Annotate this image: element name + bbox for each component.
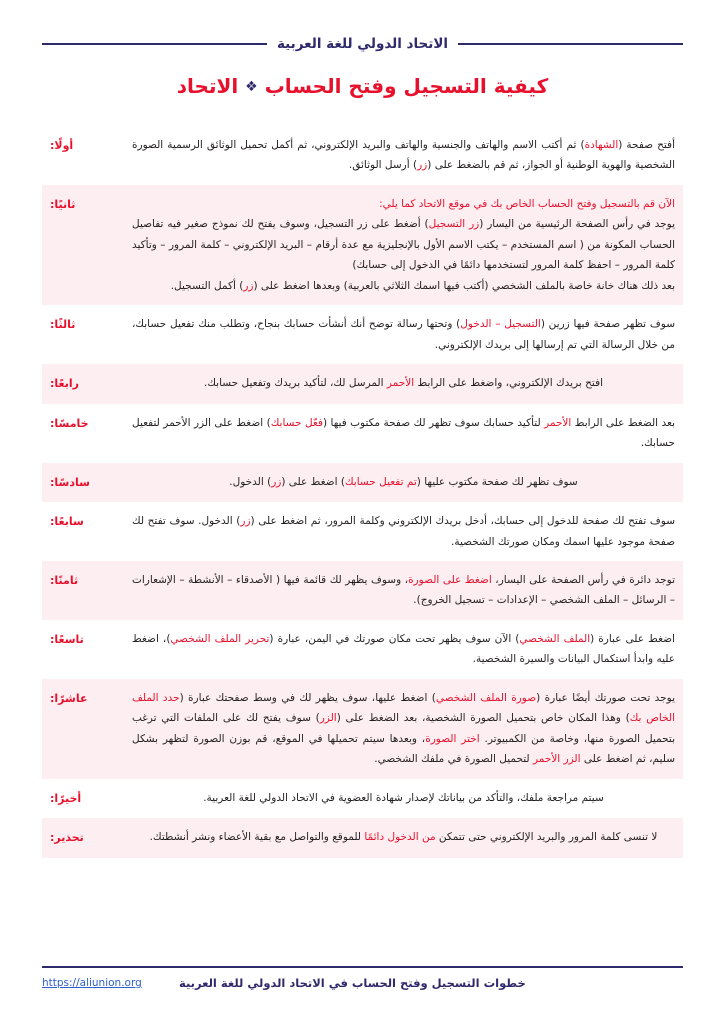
plain-text: ) اضغط عليها، سوف يظهر لك في وسط صفحتك عبارة ( bbox=[179, 691, 436, 704]
step-text bbox=[116, 561, 683, 620]
step-label: رابعًا: bbox=[42, 364, 116, 403]
plain-text: بعد الضغط على الرابط bbox=[571, 416, 676, 429]
page-title bbox=[42, 74, 683, 98]
plain-text: يوجد في رأس الصفحة الرئيسية من اليسار ( bbox=[479, 218, 676, 231]
step-label: تاسعًا: bbox=[50, 632, 84, 646]
step-text bbox=[116, 126, 683, 185]
highlighted-text: التسجيل – الدخول bbox=[460, 318, 541, 331]
highlighted-text: زر التسجيل bbox=[428, 218, 480, 231]
highlighted-text: تحرير الملف الشخصي bbox=[170, 632, 270, 645]
step-row bbox=[42, 404, 683, 463]
footer-title: خطوات التسجيل وفتح الحساب في الاتحاد الدولي للغة العربية bbox=[178, 976, 526, 990]
plain-text: يوجد تحت صورتك أيضًا عبارة ( bbox=[536, 691, 675, 704]
step-label: عاشرًا: bbox=[42, 679, 116, 779]
plain-text: ) أرسل الوثائق. bbox=[348, 159, 418, 172]
step-text bbox=[116, 620, 683, 679]
plain-text: بعد ذلك هناك خانة خاصة بالملف الشخصي (أكتب فيها اسمك الثلاثي بالعربية) وبعدها اضغط على ( bbox=[253, 279, 675, 292]
highlighted-text: تم تفعيل حسابك bbox=[344, 475, 417, 488]
plain-text: ) أكمل التسجيل. bbox=[170, 279, 244, 292]
highlighted-text: الملف الشخصي bbox=[519, 632, 591, 645]
plain-text: )، اضغط عليه وابدأ استكمال البيانات والسيرة الشخصية. bbox=[132, 632, 675, 666]
highlighted-text: اضغط على الصورة bbox=[408, 573, 492, 586]
step-label: ثامنًا: bbox=[42, 561, 116, 620]
step-text bbox=[116, 364, 683, 403]
steps-table bbox=[42, 126, 683, 858]
highlighted-text: زر bbox=[243, 279, 254, 292]
plain-text: ) أضغط على زر التسجيل، وسوف يفتح لك نموذج صغير فيه تفاصيل الحساب المكونة من ( اسم المستخدم – يكتب الاسم الأول بالإنجليزية مع عدة أرقام – البريد الإلكتروني – كلمة المرور – وتأكيد كلمة المرور – احفظ كلمة المرور لتستخدمها دائمًا في الدخول إلى حسابك) bbox=[132, 218, 675, 272]
plain-text: اضغط على عبارة ( bbox=[590, 632, 675, 645]
document-header bbox=[42, 0, 683, 52]
footer-row bbox=[42, 976, 683, 990]
header-rule-left bbox=[42, 43, 267, 45]
highlighted-text: صورة الملف الشخصي bbox=[435, 691, 537, 704]
step-text bbox=[116, 404, 683, 463]
step-label: ثالثًا: bbox=[50, 318, 76, 332]
plain-text: ) وهذا المكان خاص بتحميل الصورة الشخصية، بعد الضغط على ( bbox=[336, 712, 630, 725]
page-title-after: الاتحاد bbox=[176, 74, 246, 98]
step-text bbox=[116, 305, 683, 364]
step-text bbox=[116, 679, 683, 779]
document-footer bbox=[42, 966, 683, 990]
plain-text: سوف تفتح لك صفحة للدخول إلى حسابك، أدخل بريدك الإلكتروني وكلمة المرور، ثم اضغط على ( bbox=[250, 515, 675, 528]
plain-text: ) اضغط على ( bbox=[281, 475, 345, 488]
plain-text: توجد دائرة في رأس الصفحة على اليسار، bbox=[491, 573, 675, 586]
step-label: سادسًا: bbox=[42, 463, 116, 502]
step-text bbox=[116, 779, 683, 818]
plain-text: سوف تظهر لك صفحة مكتوب عليها ( bbox=[416, 475, 578, 488]
plain-text: لا تنسى كلمة المرور والبريد الإلكتروني حتى تتمكن bbox=[435, 831, 658, 844]
plain-text: افتح بريدك الإلكتروني، واضغط على الرابط bbox=[414, 377, 604, 390]
highlighted-text: اختر الصورة bbox=[425, 732, 480, 745]
step-label: ثانيًا: bbox=[42, 185, 116, 305]
plain-text: ، وسوف يظهر لك قائمة فيها ( الأصدقاء – الأنشطة – الإشعارات – الرسائل – الملف الشخصي – الإعدادات – تسجيل الخروج). bbox=[132, 573, 675, 607]
highlighted-text: حدد الملف الخاص بك bbox=[132, 691, 675, 725]
highlighted-text: الأحمر bbox=[544, 416, 572, 429]
highlighted-text: الشهادة bbox=[584, 139, 619, 151]
plain-text: للموقع والتواصل مع بقية الأعضاء ونشر أنشطتك. bbox=[149, 831, 365, 844]
step-label: خامسًا: bbox=[50, 416, 89, 430]
step-text bbox=[116, 818, 683, 857]
plain-text: لتأكيد حسابك سوف تظهر لك صفحة مكتوب فيها ( bbox=[322, 416, 545, 429]
page-title-before: كيفية التسجيل وفتح الحساب bbox=[257, 74, 549, 98]
plain-text: ) الدخول. سوف تفتح لك صفحة موجود عليها اسمك ومكان صورتك الشخصية. bbox=[132, 515, 675, 548]
step-label: أخيرًا: bbox=[50, 791, 82, 805]
header-rule-right bbox=[458, 43, 683, 45]
header-title: الاتحاد الدولي للغة العربية bbox=[276, 36, 449, 52]
plain-text: أفتح صفحة ( bbox=[618, 139, 675, 151]
plain-text: ) سوف يفتح لك على الملفات التي ترغب بتحميل الصورة منها، وخاصة من الكمبيوتر. bbox=[132, 712, 675, 745]
highlighted-text: الآن قم بالتسجيل وفتح الحساب الخاص بك في موقع الاتحاد كما يلي: bbox=[379, 197, 675, 210]
highlighted-text: الزر الأحمر bbox=[532, 753, 581, 766]
step-row bbox=[42, 818, 683, 857]
plain-text: ) الدخول. bbox=[229, 475, 272, 488]
step-label: تحذير: bbox=[42, 818, 116, 857]
step-text bbox=[116, 463, 683, 502]
step-row bbox=[42, 463, 683, 502]
plain-text: سيتم مراجعة ملفك، والتأكد من بياناتك لإصدار شهادة العضوية في الاتحاد الدولي للغة العربية. bbox=[203, 791, 604, 804]
step-row bbox=[42, 502, 683, 561]
footer-rule bbox=[42, 966, 683, 968]
plain-text: ) ثم أكتب الاسم والهاتف والجنسية والهاتف والبريد الإلكتروني، ثم أكمل تحميل الوثائق الرسمية الصورة الشخصية والهوية الوطنية أو الجواز، ثم قم بالضغط على ( bbox=[132, 139, 675, 172]
step-row bbox=[42, 126, 683, 185]
step-text bbox=[116, 502, 683, 561]
step-row bbox=[42, 779, 683, 818]
plain-text: ) وتحتها رسالة توضح أنك أنشأت حسابك بنجاح، وتطلب منك تفعيل حسابك، من خلال الرسالة التي تم إرسالها إلى بريدك الإلكتروني. bbox=[132, 318, 675, 351]
step-row bbox=[42, 185, 683, 305]
step-row bbox=[42, 620, 683, 679]
step-row bbox=[42, 561, 683, 620]
step-row bbox=[42, 305, 683, 364]
highlighted-text: الزر bbox=[319, 712, 337, 725]
plain-text: المرسل لك، لتأكيد بريدك وتفعيل حسابك. bbox=[203, 377, 387, 390]
step-label: سابعًا: bbox=[50, 515, 84, 529]
step-text bbox=[116, 185, 683, 305]
plain-text: سوف تظهر صفحة فيها زرين ( bbox=[540, 318, 675, 331]
step-row bbox=[42, 679, 683, 779]
plain-text: لتحميل الصورة في ملفك الشخصي. bbox=[374, 753, 533, 766]
highlighted-text: الأحمر bbox=[386, 377, 415, 390]
highlighted-text: فعّل حسابك bbox=[270, 416, 323, 429]
highlighted-text: من الدخول دائمًا bbox=[364, 831, 436, 844]
plain-text: ، وبعدها سيتم تحميلها في الموقع، قم بوزن الصورة لتظهر بشكل سليم، ثم اضغط على bbox=[132, 732, 675, 766]
step-label: أولًا: bbox=[50, 139, 74, 152]
footer-website-link[interactable]: https://aliunion.org bbox=[42, 977, 142, 989]
plain-text: ) اضغط على الزر الأحمر لتفعيل حسابك. bbox=[132, 416, 675, 450]
diamond-ornament-icon: ❖ bbox=[245, 79, 258, 95]
highlighted-text: زر bbox=[240, 515, 251, 528]
highlighted-text: زر bbox=[417, 159, 428, 172]
plain-text: ) الآن سوف يظهر تحت مكان صورتك في اليمن، عبارة ( bbox=[269, 632, 520, 645]
steps-table-body bbox=[42, 126, 683, 858]
step-row bbox=[42, 364, 683, 403]
highlighted-text: زر bbox=[271, 475, 282, 488]
